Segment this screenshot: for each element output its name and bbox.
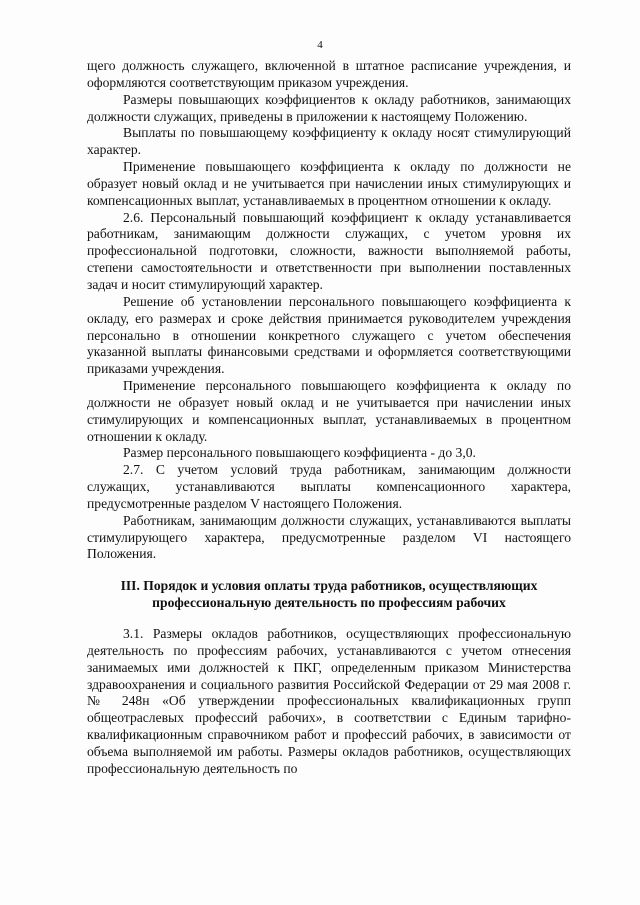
paragraph-personal-coefficient-size: Размер персонального повышающего коэффициента - до 3,0. — [123, 445, 476, 461]
section-heading: III. Порядок и условия оплаты труда работников, осуществляющих профессиональную деятельность по профессиям рабочих — [120, 578, 538, 611]
paragraph-2-7: 2.7. С учетом условий труда работникам, занимающим должности служащих, устанавливаются выплаты компенсационного характера, предусмотренные разделом V настоящего Положения. — [87, 462, 571, 511]
section-spacer-after-heading — [87, 612, 571, 626]
paragraph-coefficient-sizes: Размеры повышающих коэффициентов к окладу работников, занимающих должности служащих, приведены в приложении к настоящему Положению. — [87, 91, 571, 124]
paragraph-continuation: щего должность служащего, включенной в штатное расписание учреждения, и оформляются соответствующим приказом учреждения. — [87, 58, 571, 90]
page-number: 4 — [317, 39, 323, 51]
paragraph-coefficient-application: Применение повышающего коэффициента к окладу по должности не образует новый оклад и не учитывается при начислении иных стимулирующих и компенсационных выплат, устанавливаемых в процентном отношении к окладу. — [87, 159, 571, 208]
paragraph-3-1: 3.1. Размеры окладов работников, осуществляющих профессиональную деятельность по профессиям рабочих, устанавливаются с учетом отнесения занимаемых ими должностей к ПКГ, определенным приказом Министерства здравоохранения и социального развития Российской Федерации от 29 мая 2008 г. № 248н «Об утверждении профессиональных квалификационных групп общеотраслевых профессий рабочих», в соответствии с Единым тарифно-квалификационным справочником работ и профессий рабочих, в зависимости от объема выполняемой им работы. Размеры окладов работников, осуществляющих профессиональную деятельность по — [87, 626, 571, 776]
document-body — [87, 58, 571, 778]
section-spacer — [87, 563, 571, 578]
paragraph-stimulating-payments: Работникам, занимающим должности служащих, устанавливаются выплаты стимулирующего характера, предусмотренные разделом VI настоящего Положения. — [87, 512, 571, 562]
paragraph-coefficient-payments: Выплаты по повышающему коэффициенту к окладу носят стимулирующий характер. — [87, 125, 571, 158]
paragraph-2-6: 2.6. Персональный повышающий коэффициент к окладу устанавливается работникам, занимающим должности служащих, с учетом уровня их профессиональной подготовки, сложности, важности выполняемой работы, степени самостоятельности и ответственности при выполнении поставленных задач и носит стимулирующий характер. — [87, 209, 571, 292]
paragraph-personal-coefficient-application: Применение персонального повышающего коэффициента к окладу по должности не образует новый оклад и не учитывается при начислении иных стимулирующих и компенсационных выплат, устанавливаемых в процентном отношении к окладу. — [87, 378, 571, 444]
paragraph-personal-coefficient-decision: Решение об установлении персонального повышающего коэффициента к окладу, его размерах и сроке действия принимается руководителем учреждения персонально в отношении конкретного служащего с учетом обеспечения указанной выплаты финансовыми средствами и оформляется соответствующими приказами учреждения. — [87, 293, 571, 377]
